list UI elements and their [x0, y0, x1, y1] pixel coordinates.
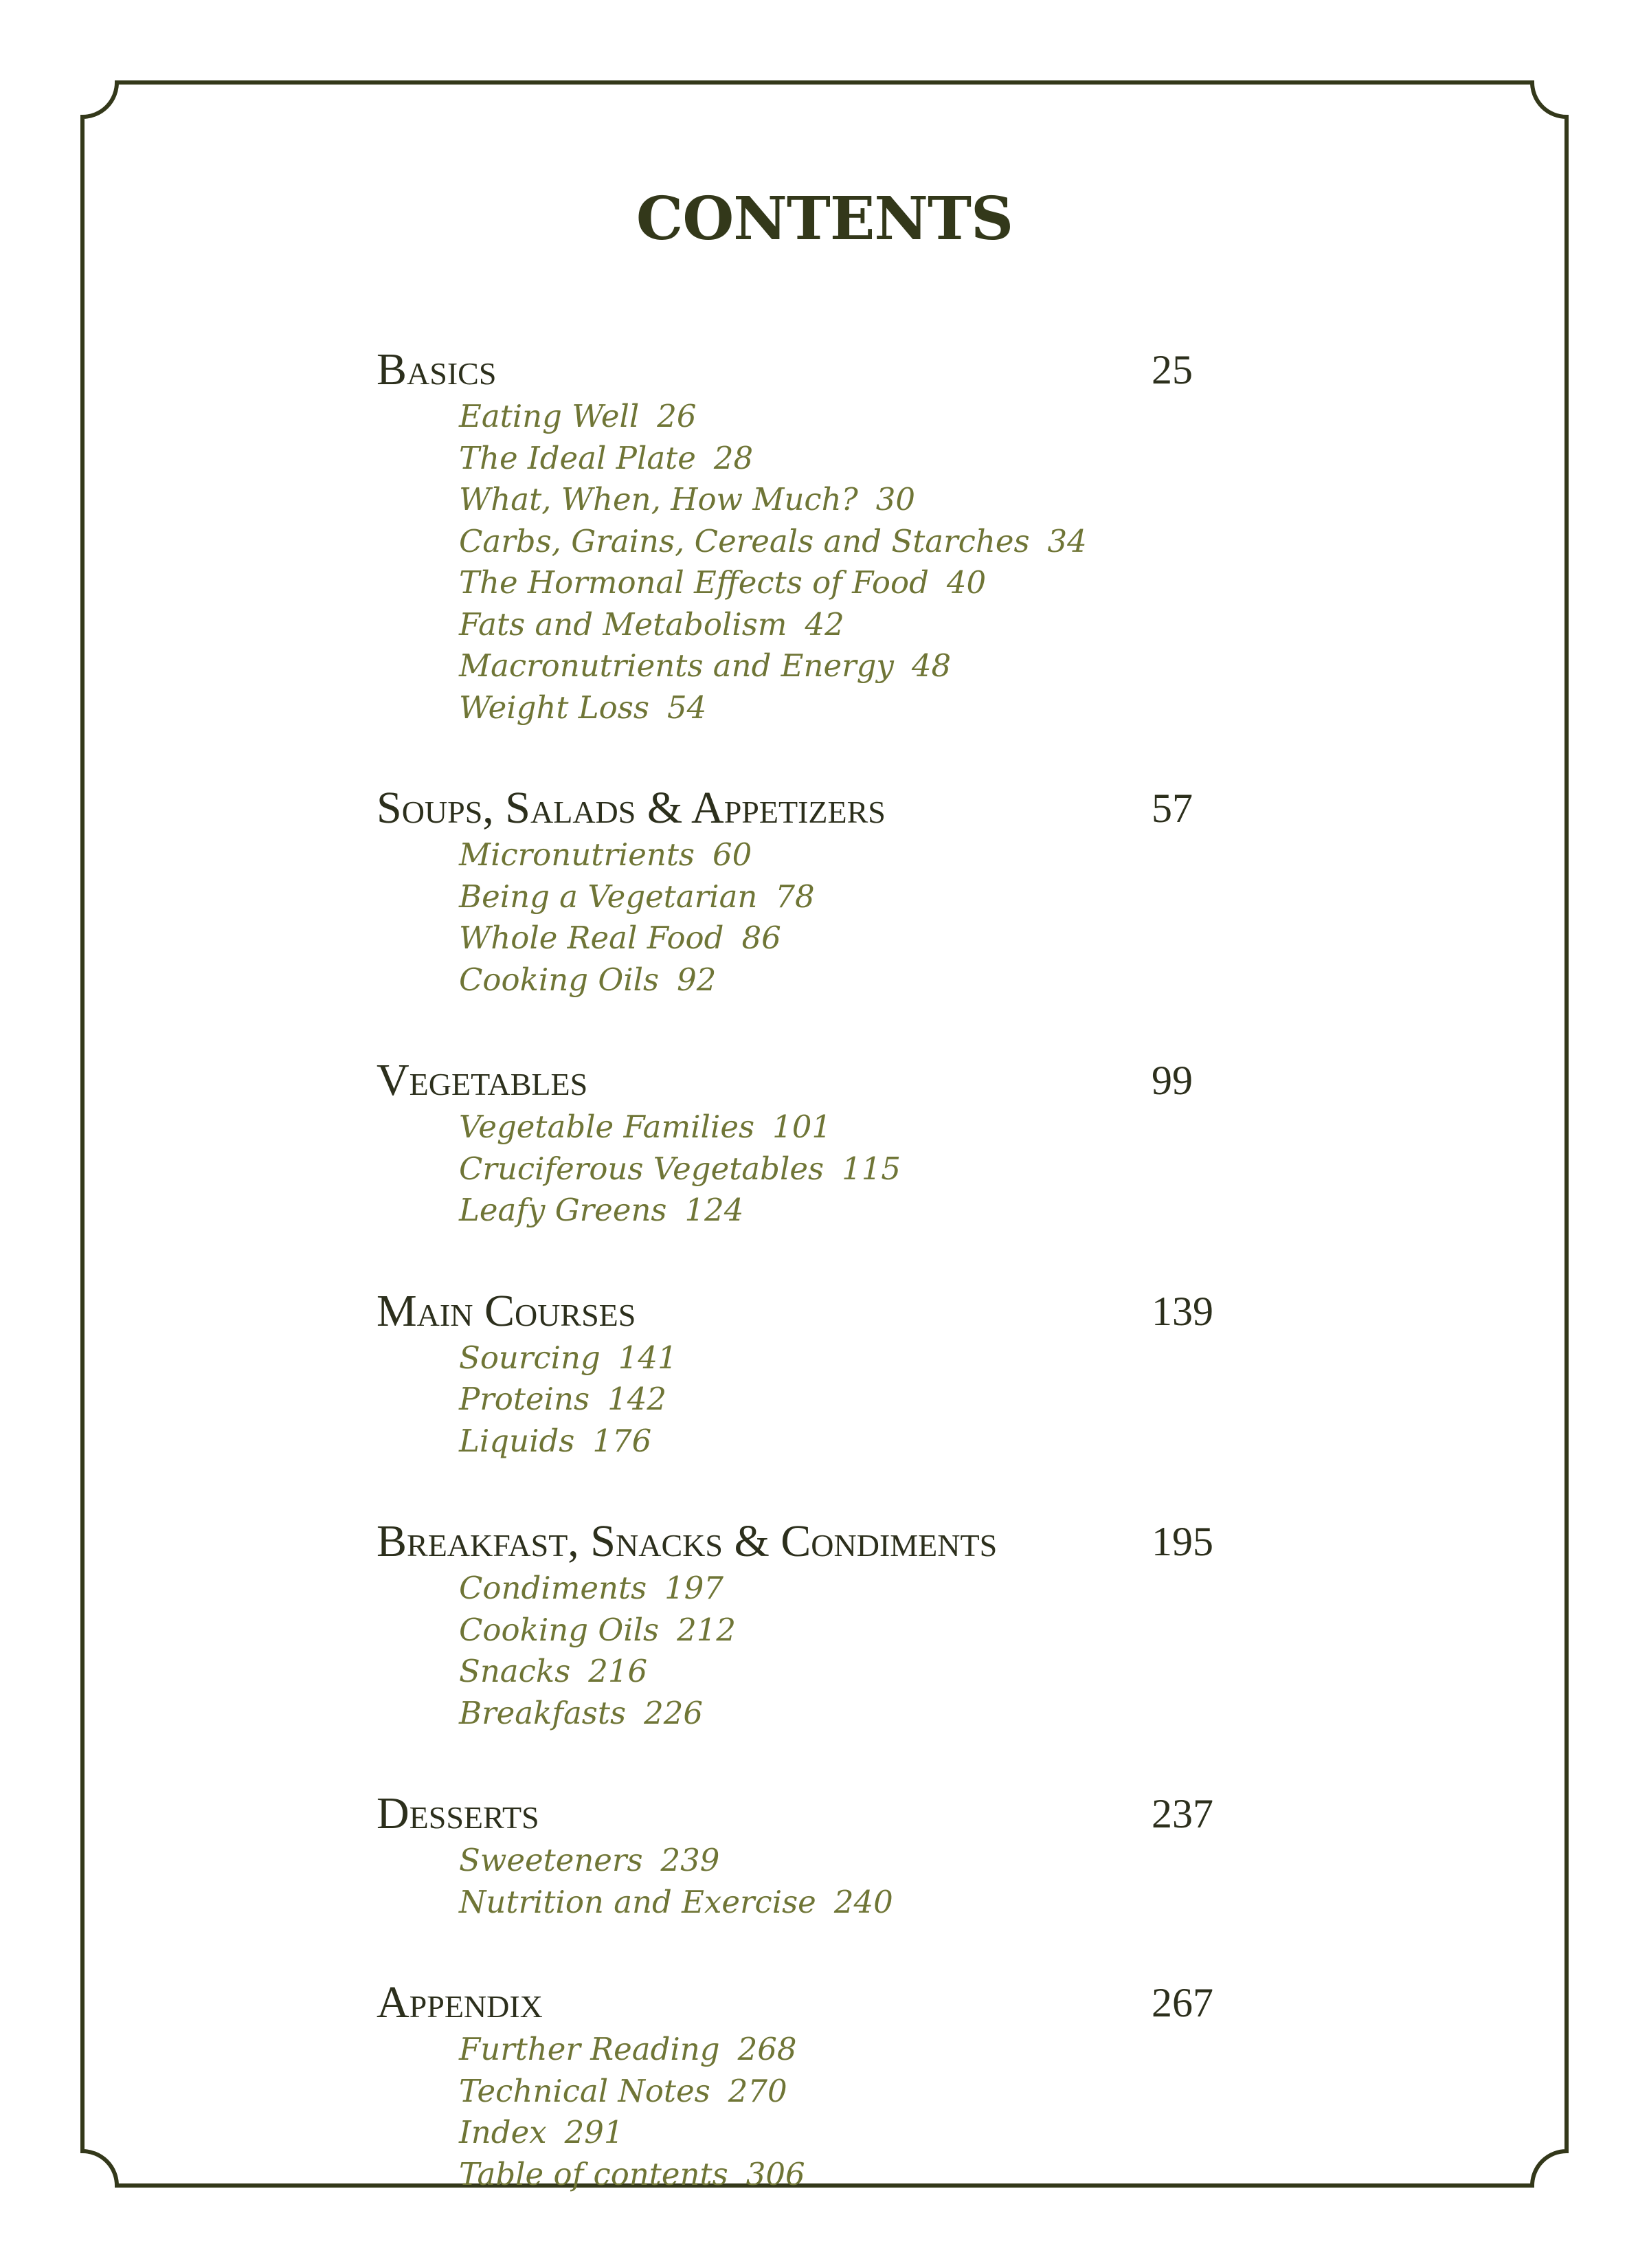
- section-title[interactable]: Desserts: [377, 1788, 539, 1838]
- toc-entry[interactable]: [459, 479, 1270, 521]
- entry-page-number: 239: [660, 1842, 720, 1878]
- toc-entry[interactable]: [459, 2112, 1270, 2154]
- entry-label: Sweeteners: [459, 1842, 643, 1878]
- toc-entry[interactable]: [459, 645, 1270, 687]
- toc-section: [377, 1515, 1270, 1734]
- section-entries: [377, 1107, 1270, 1232]
- section-page-number: 267: [1152, 1980, 1213, 2025]
- toc-entry[interactable]: [459, 1610, 1270, 1652]
- entry-label: Cooking Oils: [459, 1611, 660, 1648]
- entry-page-number: 216: [588, 1653, 648, 1689]
- toc-entry[interactable]: [459, 2154, 1270, 2196]
- entry-label: What, When, How Much?: [459, 481, 858, 518]
- section-entries: [377, 1840, 1270, 1923]
- entry-label: The Hormonal Effects of Food: [459, 564, 929, 601]
- entry-label: Macronutrients and Energy: [459, 647, 894, 684]
- toc-section: [377, 1054, 1270, 1232]
- entry-label: Cruciferous Vegetables: [459, 1150, 824, 1187]
- entry-page-number: 240: [833, 1883, 893, 1920]
- entry-page-number: 60: [713, 836, 752, 873]
- section-title[interactable]: Vegetables: [377, 1055, 588, 1105]
- entry-page-number: 42: [805, 605, 844, 643]
- entry-label: Nutrition and Exercise: [459, 1883, 816, 1920]
- section-entries: [377, 396, 1270, 729]
- toc-entry[interactable]: [459, 1568, 1270, 1610]
- entry-label: Snacks: [459, 1653, 571, 1689]
- entry-page-number: 28: [713, 439, 754, 476]
- toc-entry[interactable]: [459, 1693, 1270, 1735]
- toc-entry[interactable]: [459, 918, 1270, 959]
- section-page-number: 99: [1152, 1058, 1193, 1103]
- section-page-number: 237: [1152, 1791, 1213, 1836]
- toc-entry[interactable]: [459, 1148, 1270, 1190]
- entry-page-number: 34: [1047, 522, 1087, 559]
- section-heading: [377, 1977, 1270, 2029]
- entry-page-number: 306: [745, 2155, 805, 2192]
- section-entries: [377, 2029, 1270, 2195]
- toc-entry[interactable]: [459, 2071, 1270, 2113]
- entry-label: Fats and Metabolism: [459, 605, 787, 643]
- entry-label: Technical Notes: [459, 2072, 710, 2109]
- section-heading: [377, 1788, 1270, 1840]
- section-title[interactable]: Soups, Salads & Appetizers: [377, 783, 886, 833]
- entry-page-number: 40: [946, 564, 987, 601]
- entry-page-number: 142: [607, 1381, 666, 1417]
- entry-label: Condiments: [459, 1570, 647, 1606]
- toc-section: [377, 1788, 1270, 1923]
- toc-entry[interactable]: [459, 438, 1270, 480]
- entry-page-number: 197: [664, 1570, 724, 1606]
- entry-label: Carbs, Grains, Cereals and Starches: [459, 522, 1030, 559]
- entry-page-number: 270: [728, 2072, 787, 2109]
- entry-page-number: 176: [592, 1422, 652, 1459]
- entry-page-number: 92: [677, 961, 717, 998]
- entry-label: Leafy Greens: [459, 1192, 667, 1228]
- entry-label: Table of contents: [459, 2155, 728, 2192]
- entry-page-number: 124: [684, 1192, 744, 1228]
- entry-page-number: 268: [737, 2031, 797, 2067]
- entry-page-number: 78: [775, 878, 815, 915]
- section-heading: [377, 1054, 1270, 1107]
- entry-page-number: 212: [677, 1611, 737, 1648]
- section-heading: [377, 1515, 1270, 1568]
- entry-label: Whole Real Food: [459, 920, 724, 956]
- section-title[interactable]: Appendix: [377, 1977, 543, 2027]
- toc-entry[interactable]: [459, 834, 1270, 876]
- toc-entry[interactable]: [459, 1190, 1270, 1232]
- toc-entry[interactable]: [459, 876, 1270, 918]
- toc-section: [377, 1977, 1270, 2195]
- entry-label: The Ideal Plate: [459, 439, 696, 476]
- toc-entry[interactable]: [459, 604, 1270, 646]
- section-entries: [377, 834, 1270, 1001]
- entry-page-number: 115: [842, 1150, 901, 1187]
- section-heading: [377, 344, 1270, 396]
- entry-page-number: 291: [564, 2114, 624, 2150]
- table-of-contents: [377, 344, 1270, 2249]
- section-page-number: 139: [1152, 1288, 1213, 1334]
- toc-entry[interactable]: [459, 2029, 1270, 2071]
- toc-section: [377, 782, 1270, 1001]
- entry-label: Further Reading: [459, 2031, 720, 2067]
- toc-entry[interactable]: [459, 687, 1270, 729]
- section-page-number: 195: [1152, 1519, 1213, 1564]
- toc-entry[interactable]: [459, 1882, 1270, 1924]
- entry-label: Liquids: [459, 1422, 575, 1459]
- entry-page-number: 141: [618, 1339, 677, 1376]
- toc-entry[interactable]: [459, 1840, 1270, 1882]
- page-title: CONTENTS: [636, 184, 1013, 254]
- section-heading: [377, 782, 1270, 834]
- entry-page-number: 30: [875, 481, 916, 518]
- entry-label: Weight Loss: [459, 689, 649, 726]
- toc-entry[interactable]: [459, 1651, 1270, 1693]
- section-entries: [377, 1568, 1270, 1734]
- entry-label: Proteins: [459, 1381, 590, 1417]
- entry-label: Breakfasts: [459, 1694, 627, 1731]
- entry-label: Index: [459, 2114, 547, 2150]
- toc-section: [377, 1285, 1270, 1463]
- toc-entry[interactable]: [459, 1107, 1270, 1148]
- entry-page-number: 54: [666, 689, 707, 726]
- section-page-number: 57: [1152, 786, 1193, 831]
- entry-label: Sourcing: [459, 1339, 601, 1376]
- toc-entry[interactable]: [459, 1337, 1270, 1379]
- toc-entry[interactable]: [459, 521, 1270, 563]
- section-page-number: 25: [1152, 347, 1193, 392]
- entry-page-number: 226: [644, 1694, 703, 1731]
- entry-label: Micronutrients: [459, 836, 695, 873]
- entry-label: Cooking Oils: [459, 961, 660, 998]
- entry-page-number: 86: [741, 920, 781, 956]
- section-title[interactable]: Breakfast, Snacks & Condiments: [377, 1516, 998, 1566]
- toc-entry[interactable]: [459, 1379, 1270, 1421]
- toc-entry[interactable]: [459, 959, 1270, 1001]
- section-heading: [377, 1285, 1270, 1337]
- toc-section: [377, 344, 1270, 729]
- toc-entry[interactable]: [459, 1421, 1270, 1463]
- toc-entry[interactable]: [459, 562, 1270, 604]
- section-title[interactable]: Main Courses: [377, 1285, 636, 1336]
- entry-label: Being a Vegetarian: [459, 878, 758, 915]
- section-title[interactable]: Basics: [377, 344, 497, 394]
- entry-page-number: 48: [911, 647, 952, 684]
- section-entries: [377, 1337, 1270, 1463]
- entry-page-number: 26: [657, 398, 697, 434]
- entry-page-number: 101: [772, 1109, 831, 1145]
- entry-label: Vegetable Families: [459, 1109, 755, 1145]
- toc-entry[interactable]: [459, 396, 1270, 438]
- entry-label: Eating Well: [459, 398, 640, 434]
